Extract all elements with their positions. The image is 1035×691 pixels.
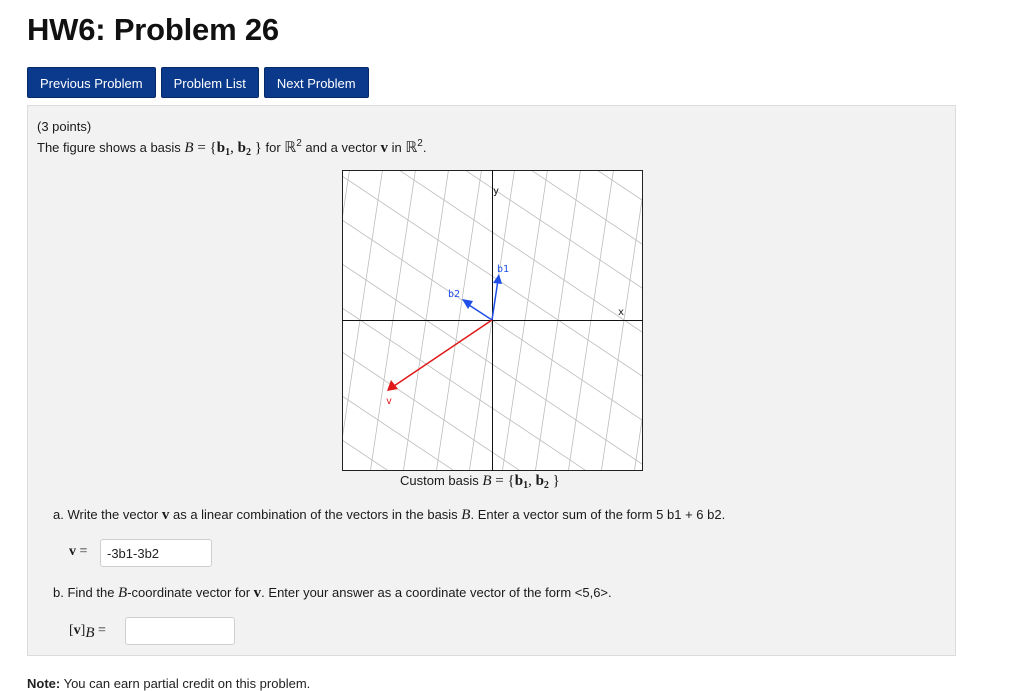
part-b-answer-label — [69, 623, 106, 642]
part-b-label-sub: B — [85, 625, 95, 641]
v-label: v — [386, 396, 393, 407]
part-b-bracket-close: ] — [80, 623, 86, 638]
part-b-question — [53, 585, 612, 602]
points-label: (3 points) — [37, 119, 92, 134]
b2-symbol: b — [237, 140, 246, 156]
b1-subscript: 1 — [225, 147, 231, 158]
part-a-text-3: . Enter a vector sum of the form 5 b1 + 6 b2. — [470, 507, 726, 522]
page-title: HW6: Problem 26 — [27, 12, 279, 47]
part-b-bracket-open: [ — [69, 623, 74, 638]
part-a-v: v — [161, 507, 170, 523]
intro-text-3: and a vector — [301, 140, 381, 155]
part-a-label-eq: = — [76, 544, 88, 559]
previous-problem-button[interactable]: Previous Problem — [27, 67, 156, 98]
part-a-answer-input[interactable] — [100, 539, 212, 567]
problem-panel — [27, 105, 956, 656]
part-b-text-1: b. Find the — [53, 585, 119, 600]
caption-text: Custom basis — [400, 473, 483, 488]
b1-label: b1 — [497, 264, 510, 275]
part-b-basis: B — [118, 585, 128, 601]
reals-exponent-2: 2 — [417, 138, 423, 149]
part-a-text-2: as a linear combination of the vectors in the basis — [169, 507, 462, 522]
part-b-label-eq: = — [94, 623, 106, 638]
b2-subscript: 2 — [245, 147, 251, 158]
set-comma: , — [230, 140, 238, 156]
caption-b1: b — [514, 473, 524, 489]
caption-b2: b — [535, 473, 544, 489]
intro-text: The figure shows a basis — [37, 140, 185, 155]
part-a-answer-label — [69, 544, 87, 560]
caption-comma: , — [528, 473, 536, 489]
problem-navigation — [27, 67, 369, 98]
caption-basis: B — [482, 473, 492, 489]
part-a-basis: B — [461, 507, 471, 523]
intro-end: . — [422, 140, 427, 155]
basis-symbol: B — [184, 140, 194, 156]
intro-text-2: for — [261, 140, 285, 155]
part-a-label-v: v — [69, 544, 76, 559]
part-b-v: v — [253, 585, 262, 601]
basis-figure — [342, 170, 643, 476]
caption-b1-sub: 1 — [523, 480, 529, 491]
x-axis-label: x — [618, 307, 625, 318]
note-text: You can earn partial credit on this problem. — [60, 676, 311, 691]
y-axis-label: y — [493, 186, 500, 197]
intro-text-4: in — [388, 140, 406, 155]
v-symbol: v — [380, 140, 389, 156]
caption-eq: = { — [491, 473, 515, 489]
part-a-question — [53, 507, 725, 524]
part-b-text-2: -coordinate vector for — [127, 585, 254, 600]
part-b-answer-input[interactable] — [125, 617, 235, 645]
set-open: = { — [193, 140, 217, 156]
reals-exponent: 2 — [296, 138, 302, 149]
figure-caption — [400, 473, 560, 491]
part-b-label-v: v — [73, 623, 81, 638]
problem-list-button[interactable]: Problem List — [161, 67, 259, 98]
b1-symbol: b — [216, 140, 226, 156]
partial-credit-note — [27, 676, 310, 691]
basis-graph — [342, 170, 643, 471]
set-close: } — [250, 140, 262, 156]
b2-label: b2 — [448, 289, 461, 300]
caption-b2-sub: 2 — [543, 480, 549, 491]
reals-symbol-2: ℝ — [405, 140, 418, 156]
reals-symbol: ℝ — [284, 140, 297, 156]
next-problem-button[interactable]: Next Problem — [264, 67, 369, 98]
part-b-text-3: . Enter your answer as a coordinate vector of the form <5,6>. — [261, 585, 612, 600]
part-a-text-1: a. Write the vector — [53, 507, 162, 522]
caption-close: } — [548, 473, 560, 489]
problem-statement — [37, 138, 426, 158]
note-label: Note: — [27, 676, 61, 691]
